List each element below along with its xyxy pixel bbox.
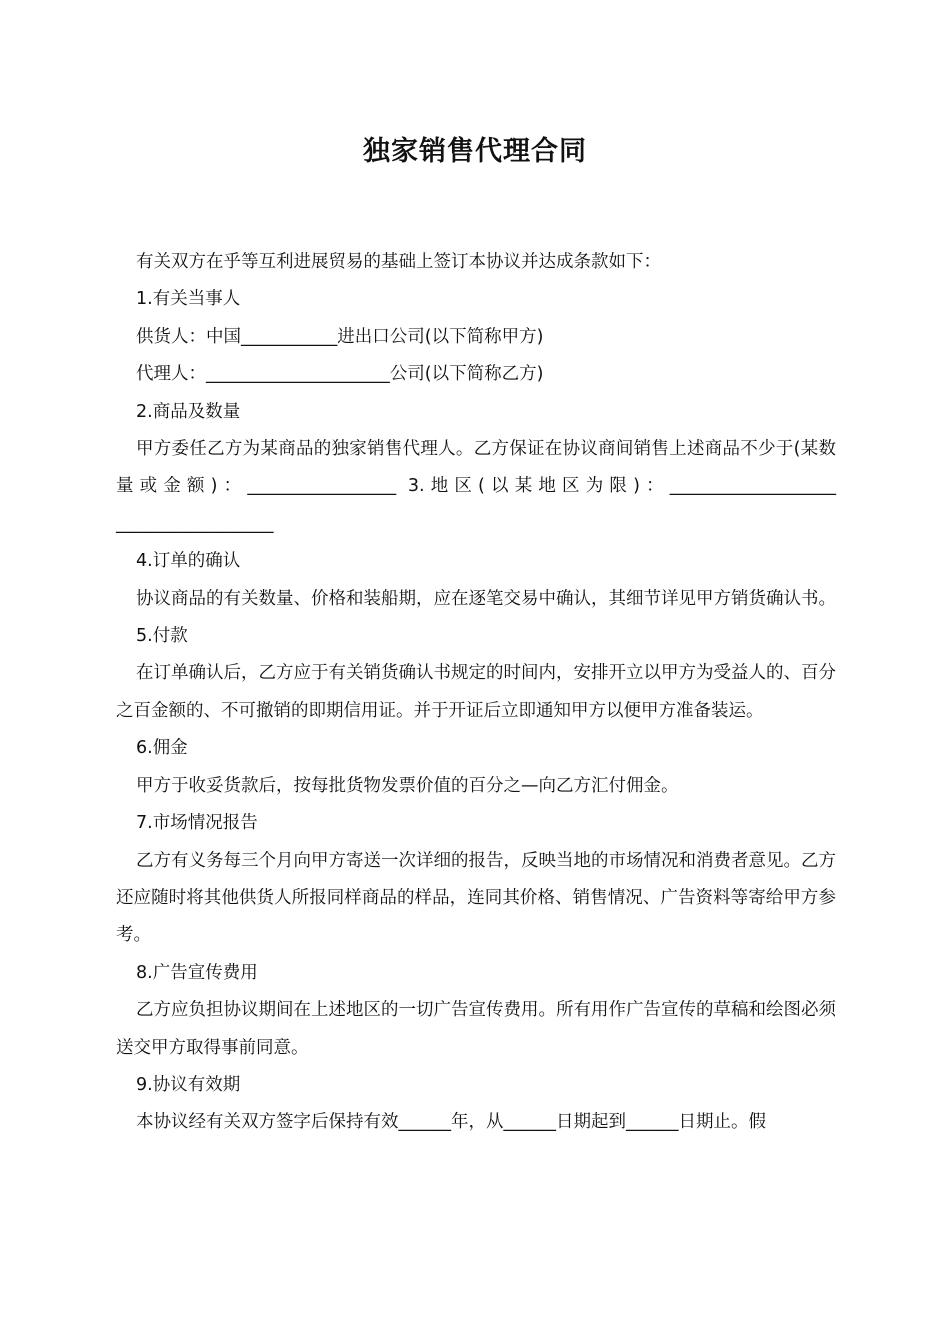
section-heading: 1.有关当事人 — [136, 289, 241, 310]
supplier-line: 供货人：中国___________进出口公司(以下简称甲方) — [136, 326, 544, 347]
section-heading: 6.佣金 — [136, 738, 188, 759]
payment-paragraph: 在订单确认后，乙方应于有关销货确认书规定的时间内，安排开立以甲方为受益人的、百分之百金额的、不可撤销的即期信用证。并于开证后立即通知甲方以便甲方准备装运。 — [116, 663, 836, 721]
section-heading: 9.协议有效期 — [136, 1074, 241, 1095]
section-heading: 5.付款 — [136, 626, 188, 647]
validity-paragraph: 本协议经有关双方签字后保持有效______年，从______日期起到______日期止。假 — [136, 1112, 766, 1133]
advertising-paragraph: 乙方应负担协议期间在上述地区的一切广告宣传费用。所有用作广告宣传的草稿和绘图必须送交甲方取得事前同意。 — [116, 1000, 836, 1058]
intro-paragraph: 有关双方在乎等互利进展贸易的基础上签订本协议并达成条款如下： — [136, 252, 661, 272]
section-heading: 2.商品及数量 — [136, 401, 241, 422]
agent-line: 代理人：_____________________公司(以下简称乙方) — [136, 364, 544, 385]
document-title: 独家销售代理合同 — [363, 136, 587, 167]
quantity-region-paragraph: 甲方委任乙方为某商品的独家销售代理人。乙方保证在协议商间销售上述商品不少于(某数量或金额)：_________________ 3.地区(以某地区为限)：___________________ __________________ — [116, 439, 842, 534]
order-confirmation-paragraph: 协议商品的有关数量、价格和装船期，应在逐笔交易中确认，其细节详见甲方销货确认书。 — [136, 588, 836, 609]
section-heading: 7.市场情况报告 — [136, 813, 258, 834]
commission-paragraph: 甲方于收妥货款后，按每批货物发票价值的百分之—向乙方汇付佣金。 — [136, 775, 679, 796]
market-report-paragraph: 乙方有义务每三个月向甲方寄送一次详细的报告，反映当地的市场情况和消费者意见。乙方还应随时将其他供货人所报同样商品的样品，连同其价格、销售情况、广告资料等寄给甲方参考。 — [116, 850, 836, 946]
section-heading: 8.广告宣传费用 — [136, 962, 258, 983]
document-body — [116, 244, 842, 1142]
section-heading: 4.订单的确认 — [136, 551, 241, 572]
